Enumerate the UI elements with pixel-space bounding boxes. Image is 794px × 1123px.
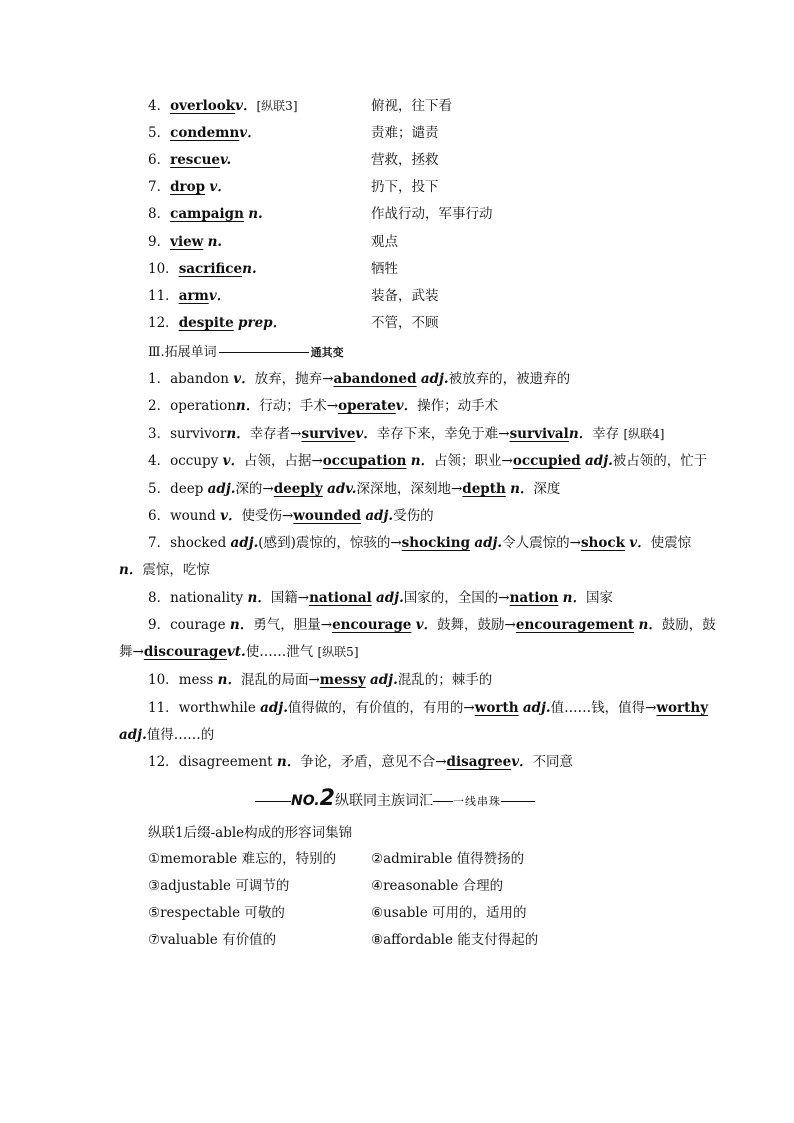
entry-text: deep [170, 481, 204, 497]
vocab-word: condemn [170, 125, 240, 141]
vocab-num: 8． [148, 206, 171, 222]
group-item: ⑧affordable 能支付得起的 [371, 932, 539, 948]
entry-text: adj. [474, 535, 503, 551]
banner-rule-left [255, 801, 291, 802]
entry-text: 令人震惊的→ [502, 535, 581, 551]
entry-text: messy [319, 672, 366, 688]
group-item: ③adjustable 可调节的 [148, 878, 290, 894]
vocab-word: drop [170, 179, 206, 195]
vocab-meaning: 不管，不顾 [371, 315, 439, 331]
entry-text: 3． [148, 426, 171, 442]
entry-text: 操作；动手术 [417, 398, 499, 414]
entry-text: 幸存 [592, 426, 620, 442]
entry-text: 10． [148, 672, 179, 688]
entry-text: 4． [148, 453, 171, 469]
entry-text: survival [509, 426, 569, 442]
entry-text: worth [474, 700, 519, 716]
entry-text: 被放弃的，被遗弃的 [448, 371, 571, 387]
vocab-pos: n. [242, 261, 257, 277]
entry-text: 舞→ [119, 644, 144, 660]
entry-text: adj. [207, 481, 236, 497]
vocab-pos: v. [220, 152, 232, 168]
entry-text: shocked [170, 535, 227, 551]
expand-entry-7 [148, 532, 691, 554]
entry-text: 震惊，吃惊 [142, 562, 210, 578]
entry-text: 混乱的；棘手的 [397, 672, 493, 688]
vocab-word: campaign [170, 206, 244, 222]
entry-text: 争论，矛盾，意见不合→ [300, 754, 447, 770]
vocab-num: 4． [148, 98, 171, 114]
entry-text: encouragement [515, 617, 635, 633]
entry-text: operation [170, 398, 236, 414]
vocab-num: 5． [148, 125, 171, 141]
entry-text: adj. [119, 727, 147, 743]
vocab-word: sacrifice [178, 261, 243, 277]
entry-text: n． [276, 754, 301, 770]
entry-text: 国籍→ [270, 590, 310, 606]
entry-text: 5． [148, 481, 171, 497]
entry-text: 幸存者→ [249, 426, 302, 442]
entry-text: [纵联5] [317, 645, 359, 659]
entry-text: nation [509, 590, 559, 606]
entry-text: wound [170, 508, 216, 524]
entry-text: 6． [148, 508, 171, 524]
banner-no: NO. [291, 793, 320, 809]
expand-entry-2 [148, 395, 498, 417]
entry-text: discourage [143, 644, 227, 660]
group-item: ⑥usable 可用的，适用的 [371, 905, 527, 921]
expand-entry-9-cont [119, 641, 359, 663]
entry-text: adj. [260, 700, 288, 716]
entry-text: operate [338, 398, 396, 414]
entry-text: occupied [512, 453, 581, 469]
entry-text: occupation [322, 453, 407, 469]
entry-text: deeply [273, 481, 323, 497]
expand-entry-6 [148, 505, 434, 527]
entry-text: 被占领的，忙于 [612, 453, 708, 469]
entry-text: worthwhile [178, 700, 256, 716]
entry-text: n． [226, 426, 250, 442]
section-banner [255, 787, 535, 811]
entry-text: v． [233, 371, 255, 387]
vocab-meaning: 俯视，往下看 [371, 98, 452, 114]
vocab-word: rescue [170, 152, 221, 168]
entry-text: wounded [293, 508, 362, 524]
vocab-word: arm [178, 288, 209, 304]
entry-text: v． [415, 617, 438, 633]
vocab-meaning: 观点 [371, 234, 398, 250]
entry-text: n． [119, 562, 143, 578]
vocab-pos: prep． [238, 315, 287, 331]
entry-text: abandoned [333, 371, 417, 387]
expand-entry-11-cont [119, 724, 214, 746]
expand-entry-1 [148, 368, 570, 390]
entry-text: n． [247, 590, 271, 606]
entry-text: 使震惊 [650, 535, 692, 551]
entry-text: 行动；手术→ [259, 398, 339, 414]
expand-entry-7-cont [119, 559, 210, 581]
vocab-word: despite [178, 315, 234, 331]
entry-text: n． [235, 398, 260, 414]
entry-text: adj. [522, 700, 551, 716]
group-item: ⑤respectable 可敬的 [148, 905, 285, 921]
entry-text: v． [222, 453, 244, 469]
section-heading [148, 342, 344, 364]
entry-text: 深深地，深刻地→ [356, 481, 463, 497]
entry-text: 受伤的 [393, 508, 434, 524]
vocab-num: 10． [148, 261, 179, 277]
entry-text: n． [562, 590, 586, 606]
entry-text: v． [629, 535, 651, 551]
entry-text: 国家 [585, 590, 613, 606]
entry-text: v． [511, 754, 533, 770]
entry-text: 放弃，抛弃→ [254, 371, 334, 387]
entry-text: disagreement [178, 754, 273, 770]
entry-text: 1． [148, 371, 171, 387]
entry-text: v． [220, 508, 242, 524]
group-title: 纵联1后缀-able构成的形容词集锦 [148, 825, 353, 841]
entry-text: abandon [170, 371, 229, 387]
entry-text: adv. [327, 481, 357, 497]
banner-title: 纵联同主族词汇 [334, 793, 433, 809]
vocab-pos: v． [239, 125, 261, 141]
vocab-word: view [170, 234, 204, 250]
group-item: ②admirable 值得赞扬的 [371, 851, 525, 867]
group-item: ①memorable 难忘的，特别的 [148, 851, 337, 867]
entry-text: 2． [148, 398, 171, 414]
entry-text: 7． [148, 535, 171, 551]
entry-text: 11． [148, 700, 179, 716]
entry-text: adj. [376, 590, 404, 606]
section-suffix: 通其变 [310, 346, 344, 359]
entry-text: 幸存下来，幸免于难→ [376, 426, 510, 442]
vocab-tag: [纵联3] [256, 99, 298, 113]
entry-text: national [309, 590, 372, 606]
entry-text: 使……泄气 [245, 644, 314, 660]
entry-text: worthy [656, 700, 709, 716]
entry-text: vt. [226, 644, 246, 660]
entry-text: adj. [365, 508, 394, 524]
vocab-meaning: 责难；谴责 [371, 125, 439, 141]
expand-entry-5 [148, 478, 560, 500]
entry-text: 9． [148, 617, 171, 633]
entry-text: occupy [170, 453, 219, 469]
entry-text: 值……钱，值得→ [550, 700, 657, 716]
entry-text: 深度 [533, 481, 561, 497]
banner-num: 2 [319, 786, 335, 811]
entry-text: courage [170, 617, 226, 633]
heading-rule [219, 352, 309, 353]
entry-text: 深的→ [235, 481, 274, 497]
expand-entry-11 [148, 697, 708, 719]
entry-text: 不同意 [532, 754, 574, 770]
entry-text: shocking [401, 535, 471, 551]
expand-entry-10 [148, 669, 492, 691]
entry-text: n． [410, 453, 435, 469]
entry-text: 占领；职业→ [434, 453, 513, 469]
group-item: ⑦valuable 有价值的 [148, 932, 277, 948]
entry-text: 国家的，全国的→ [403, 590, 510, 606]
vocab-meaning: 牺牲 [371, 261, 398, 277]
group-item: ④reasonable 合理的 [371, 878, 504, 894]
entry-text: mess [178, 672, 214, 688]
entry-text: adj. [230, 535, 259, 551]
vocab-meaning: 营救，拯救 [371, 152, 439, 168]
vocab-pos: v． [208, 288, 231, 304]
vocab-meaning: 扔下，投下 [371, 179, 439, 195]
banner-rule-right [501, 801, 535, 802]
vocab-pos: n. [207, 234, 223, 250]
entry-text: nationality [170, 590, 244, 606]
section-title: Ⅲ.拓展单词 [148, 345, 217, 360]
vocab-pos: v． [209, 179, 231, 195]
entry-text: encourage [332, 617, 412, 633]
entry-text: 值得做的，有价值的，有用的→ [287, 700, 475, 716]
entry-text: adj. [420, 371, 449, 387]
vocab-pos: v． [235, 98, 257, 114]
vocab-num: 12． [148, 315, 179, 331]
expand-entry-8 [148, 587, 613, 609]
entry-text: 使受伤→ [241, 508, 294, 524]
entry-text: 占领，占据→ [243, 453, 323, 469]
vocab-num: 11． [148, 288, 179, 304]
expand-entry-12 [148, 751, 573, 773]
entry-text: 混乱的局面→ [240, 672, 320, 688]
vocab-pos: n. [248, 206, 263, 222]
entry-text: depth [462, 481, 506, 497]
vocab-num: 9． [148, 234, 171, 250]
expand-entry-3 [148, 423, 664, 445]
entry-text: (感到)震惊的，惊骇的→ [258, 535, 402, 551]
entry-text: 鼓励，鼓 [661, 617, 716, 633]
entry-text: n． [217, 672, 241, 688]
entry-text: 值得……的 [146, 727, 215, 743]
entry-text: n． [510, 481, 534, 497]
entry-text: 鼓舞，鼓励→ [437, 617, 516, 633]
banner-rule-mid [433, 801, 453, 802]
entry-text: [纵联4] [623, 427, 665, 441]
vocab-meaning: 装备，武装 [371, 288, 439, 304]
entry-text: v． [395, 398, 418, 414]
vocab-meaning: 作战行动，军事行动 [371, 206, 493, 222]
entry-text: adj. [370, 672, 398, 688]
vocab-num: 6． [148, 152, 171, 168]
entry-text: survivor [170, 426, 227, 442]
entry-text: shock [580, 535, 625, 551]
banner-subtitle: 一线串珠 [452, 795, 501, 808]
entry-text: 8． [148, 590, 171, 606]
entry-text: v． [355, 426, 377, 442]
entry-text: adj. [585, 453, 613, 469]
entry-text: n． [229, 617, 254, 633]
entry-text: disagree [446, 754, 512, 770]
vocab-word: overlook [170, 98, 236, 114]
expand-entry-4 [148, 450, 707, 472]
entry-text: 12． [148, 754, 179, 770]
entry-text: survive [301, 426, 356, 442]
entry-text: n． [568, 426, 593, 442]
entry-text: n． [638, 617, 662, 633]
vocab-num: 7． [148, 179, 171, 195]
expand-entry-9 [148, 614, 716, 636]
entry-text: 勇气，胆量→ [253, 617, 333, 633]
